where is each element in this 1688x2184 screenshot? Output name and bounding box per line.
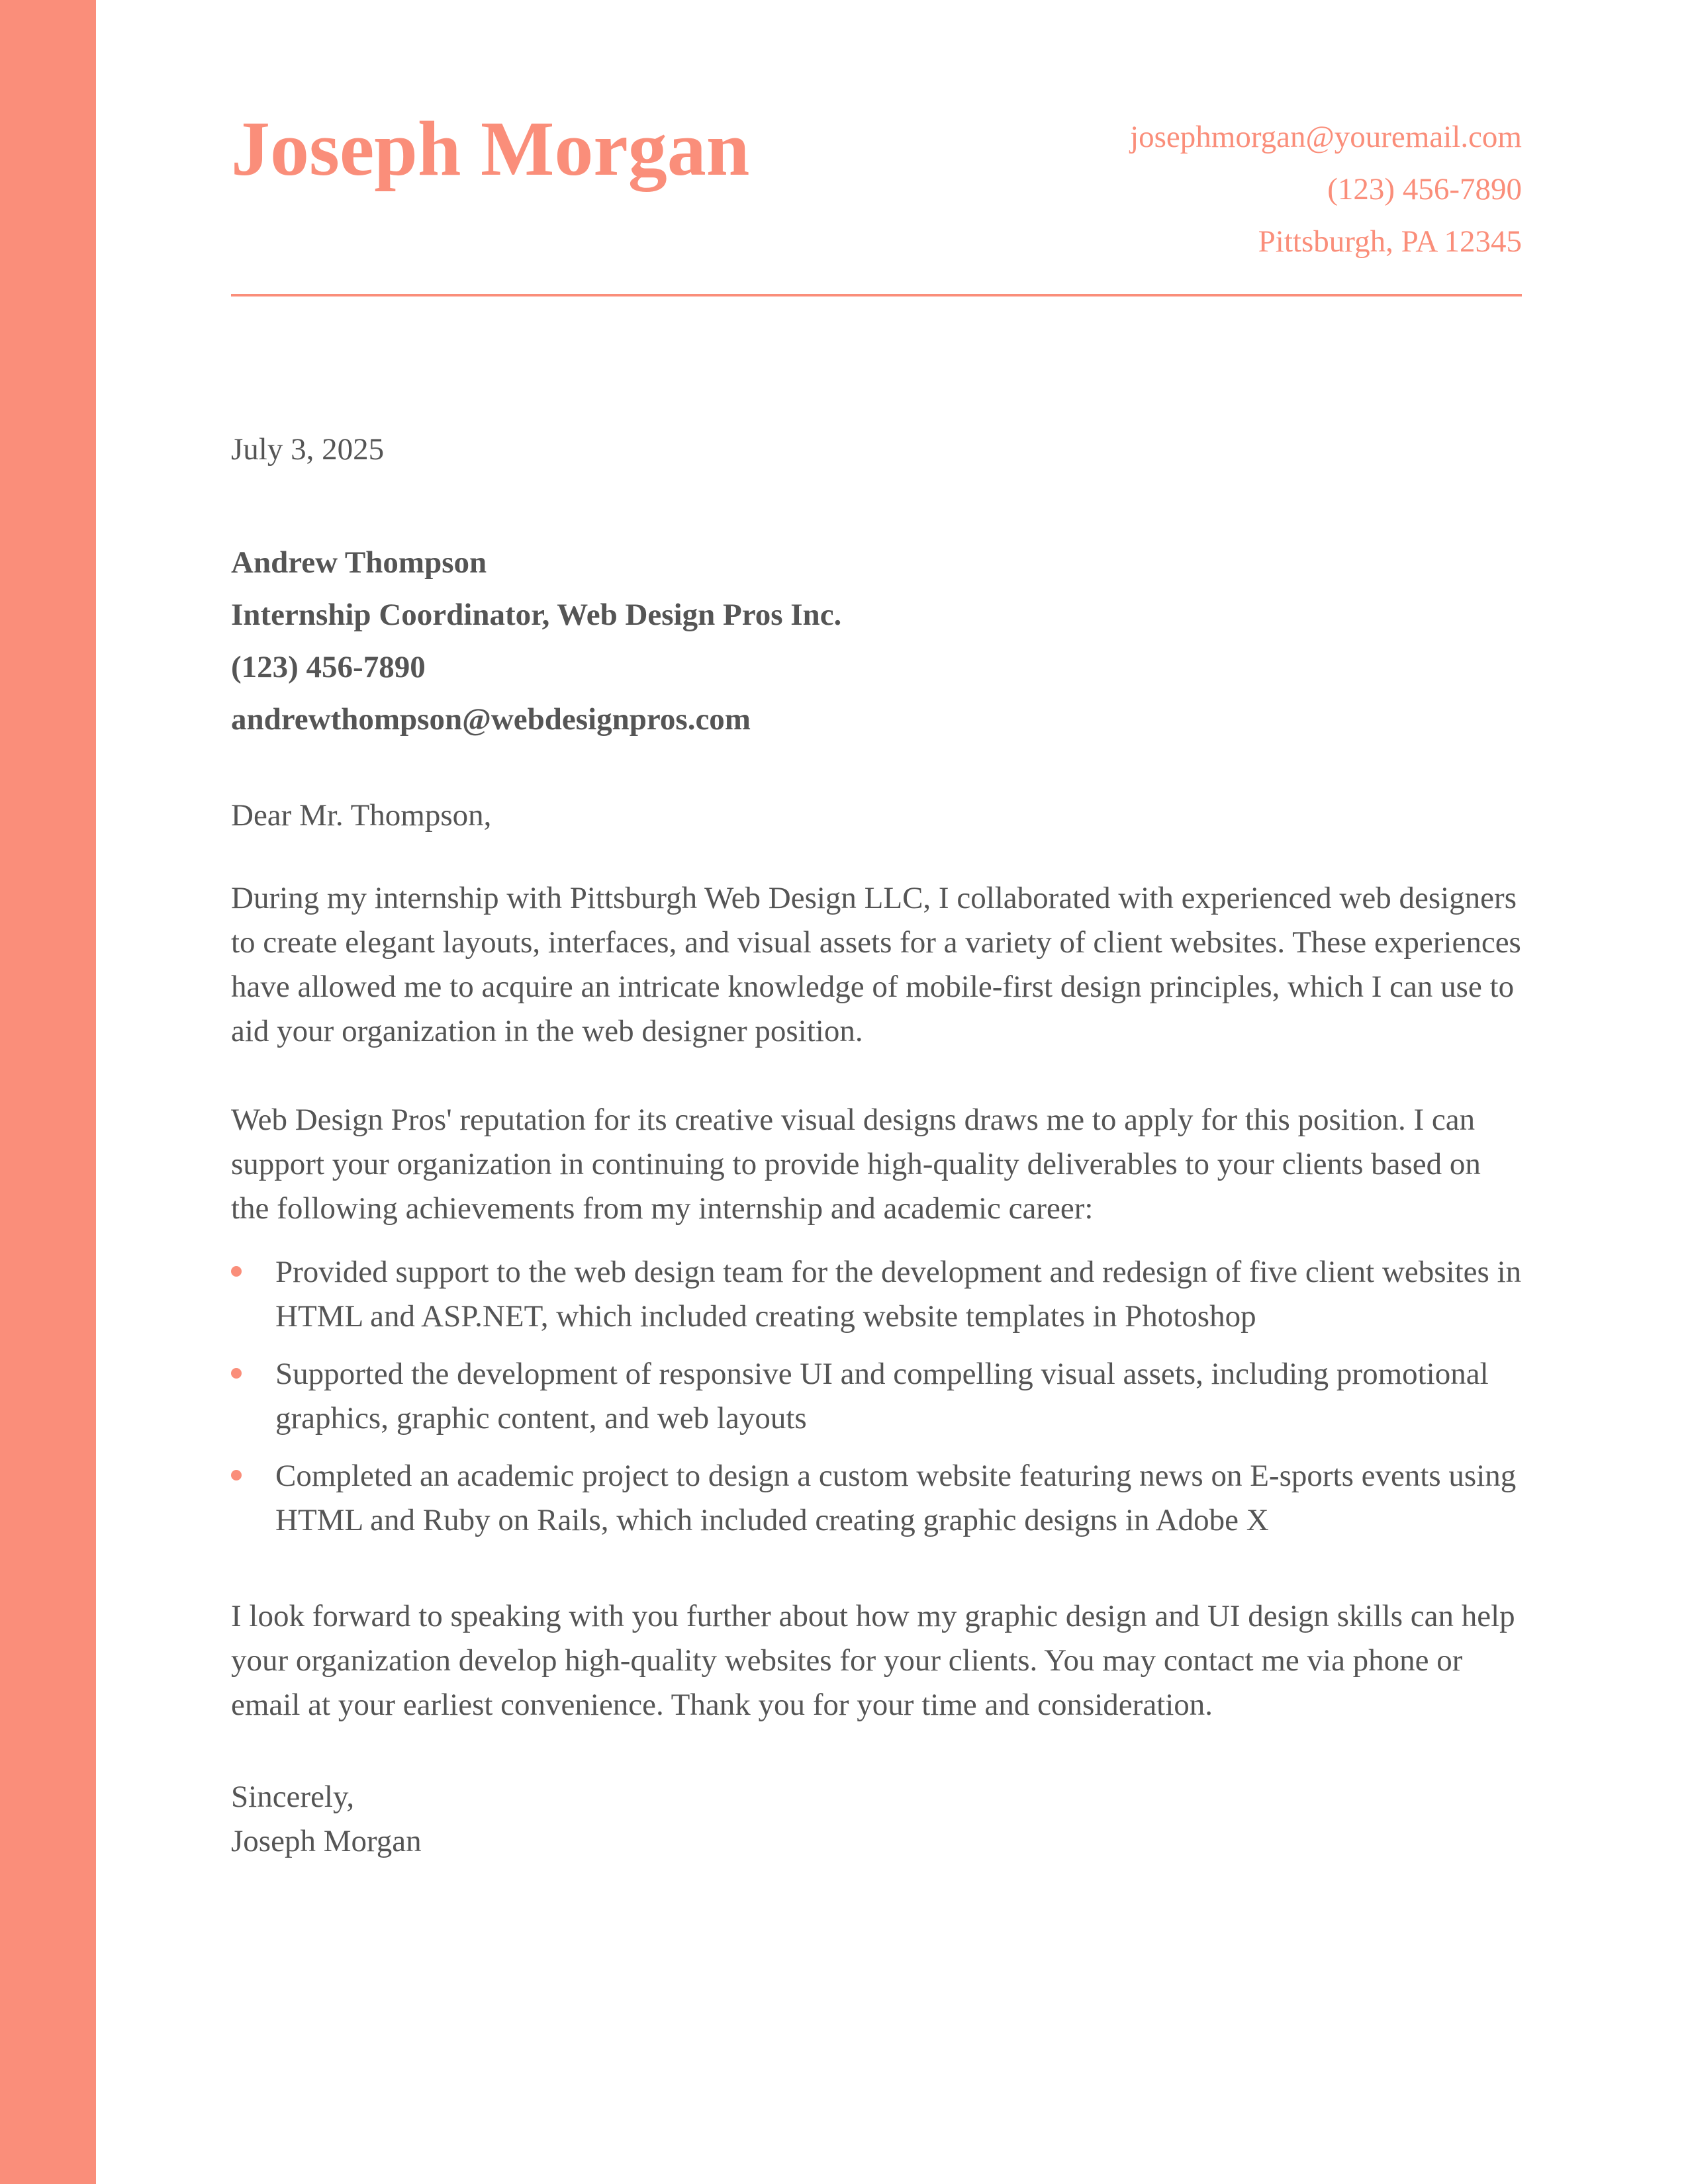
recipient-email[interactable]: andrewthompson@webdesignpros.com [231,702,751,737]
salutation: Dear Mr. Thompson, [231,798,492,833]
signature-name: Joseph Morgan [231,1824,422,1858]
signoff-block [231,1775,1522,1864]
contact-info [1130,111,1522,268]
achievement-text: Completed an academic project to design a custom website featuring news on E-sports events using HTML and Ruby on Rails, which included creating graphic designs in Adobe X [275,1459,1517,1537]
achievement-text: Supported the development of responsive UI and compelling visual assets, including promotional graphics, graphic content, and web layouts [275,1357,1489,1435]
recipient-block [231,537,1522,746]
bullet-dot-icon [231,1368,242,1379]
bullet-dot-icon [231,1266,242,1277]
list-item [231,1454,1522,1543]
recipient-title: Internship Coordinator, Web Design Pros Inc. [231,598,842,632]
achievement-text: Provided support to the web design team for the development and redesign of five client websites in HTML and ASP.NET, which included creating website templates in Photoshop [275,1255,1522,1334]
list-item [231,1352,1522,1441]
accent-side-bar [0,0,96,2184]
contact-phone[interactable]: (123) 456-7890 [1327,172,1522,206]
achievements-list [231,1250,1522,1543]
contact-email[interactable]: josephmorgan@youremail.com [1130,120,1522,154]
recipient-phone[interactable]: (123) 456-7890 [231,650,426,684]
letter-body [231,428,1522,1864]
contact-location: Pittsburgh, PA 12345 [1258,224,1522,259]
recipient-name: Andrew Thompson [231,545,487,580]
closing-phrase: Sincerely, [231,1780,355,1814]
list-item [231,1250,1522,1339]
header-divider [231,294,1522,296]
paragraph-closing: I look forward to speaking with you further about how my graphic design and UI design skills can help your organization develop high-quality websites for your clients. You may contact me via phone or email at your earliest convenience. Thank you for your time and consideration. [231,1599,1515,1722]
paragraph-motivation: Web Design Pros' reputation for its creative visual designs draws me to apply for this position. I can support your organization in continuing to provide high-quality deliverables to your clients based on the following achievements from my internship and academic career: [231,1103,1481,1226]
letter-date: July 3, 2025 [231,432,385,467]
paragraph-intro: During my internship with Pittsburgh Web Design LLC, I collaborated with experienced web designers to create elegant layouts, interfaces, and visual assets for a variety of client websites. These experiences have allowed me to acquire an intricate knowledge of mobile-first design principles, which I can use to aid your organization in the web designer position. [231,881,1521,1048]
applicant-name: Joseph Morgan [231,105,750,192]
bullet-dot-icon [231,1470,242,1480]
